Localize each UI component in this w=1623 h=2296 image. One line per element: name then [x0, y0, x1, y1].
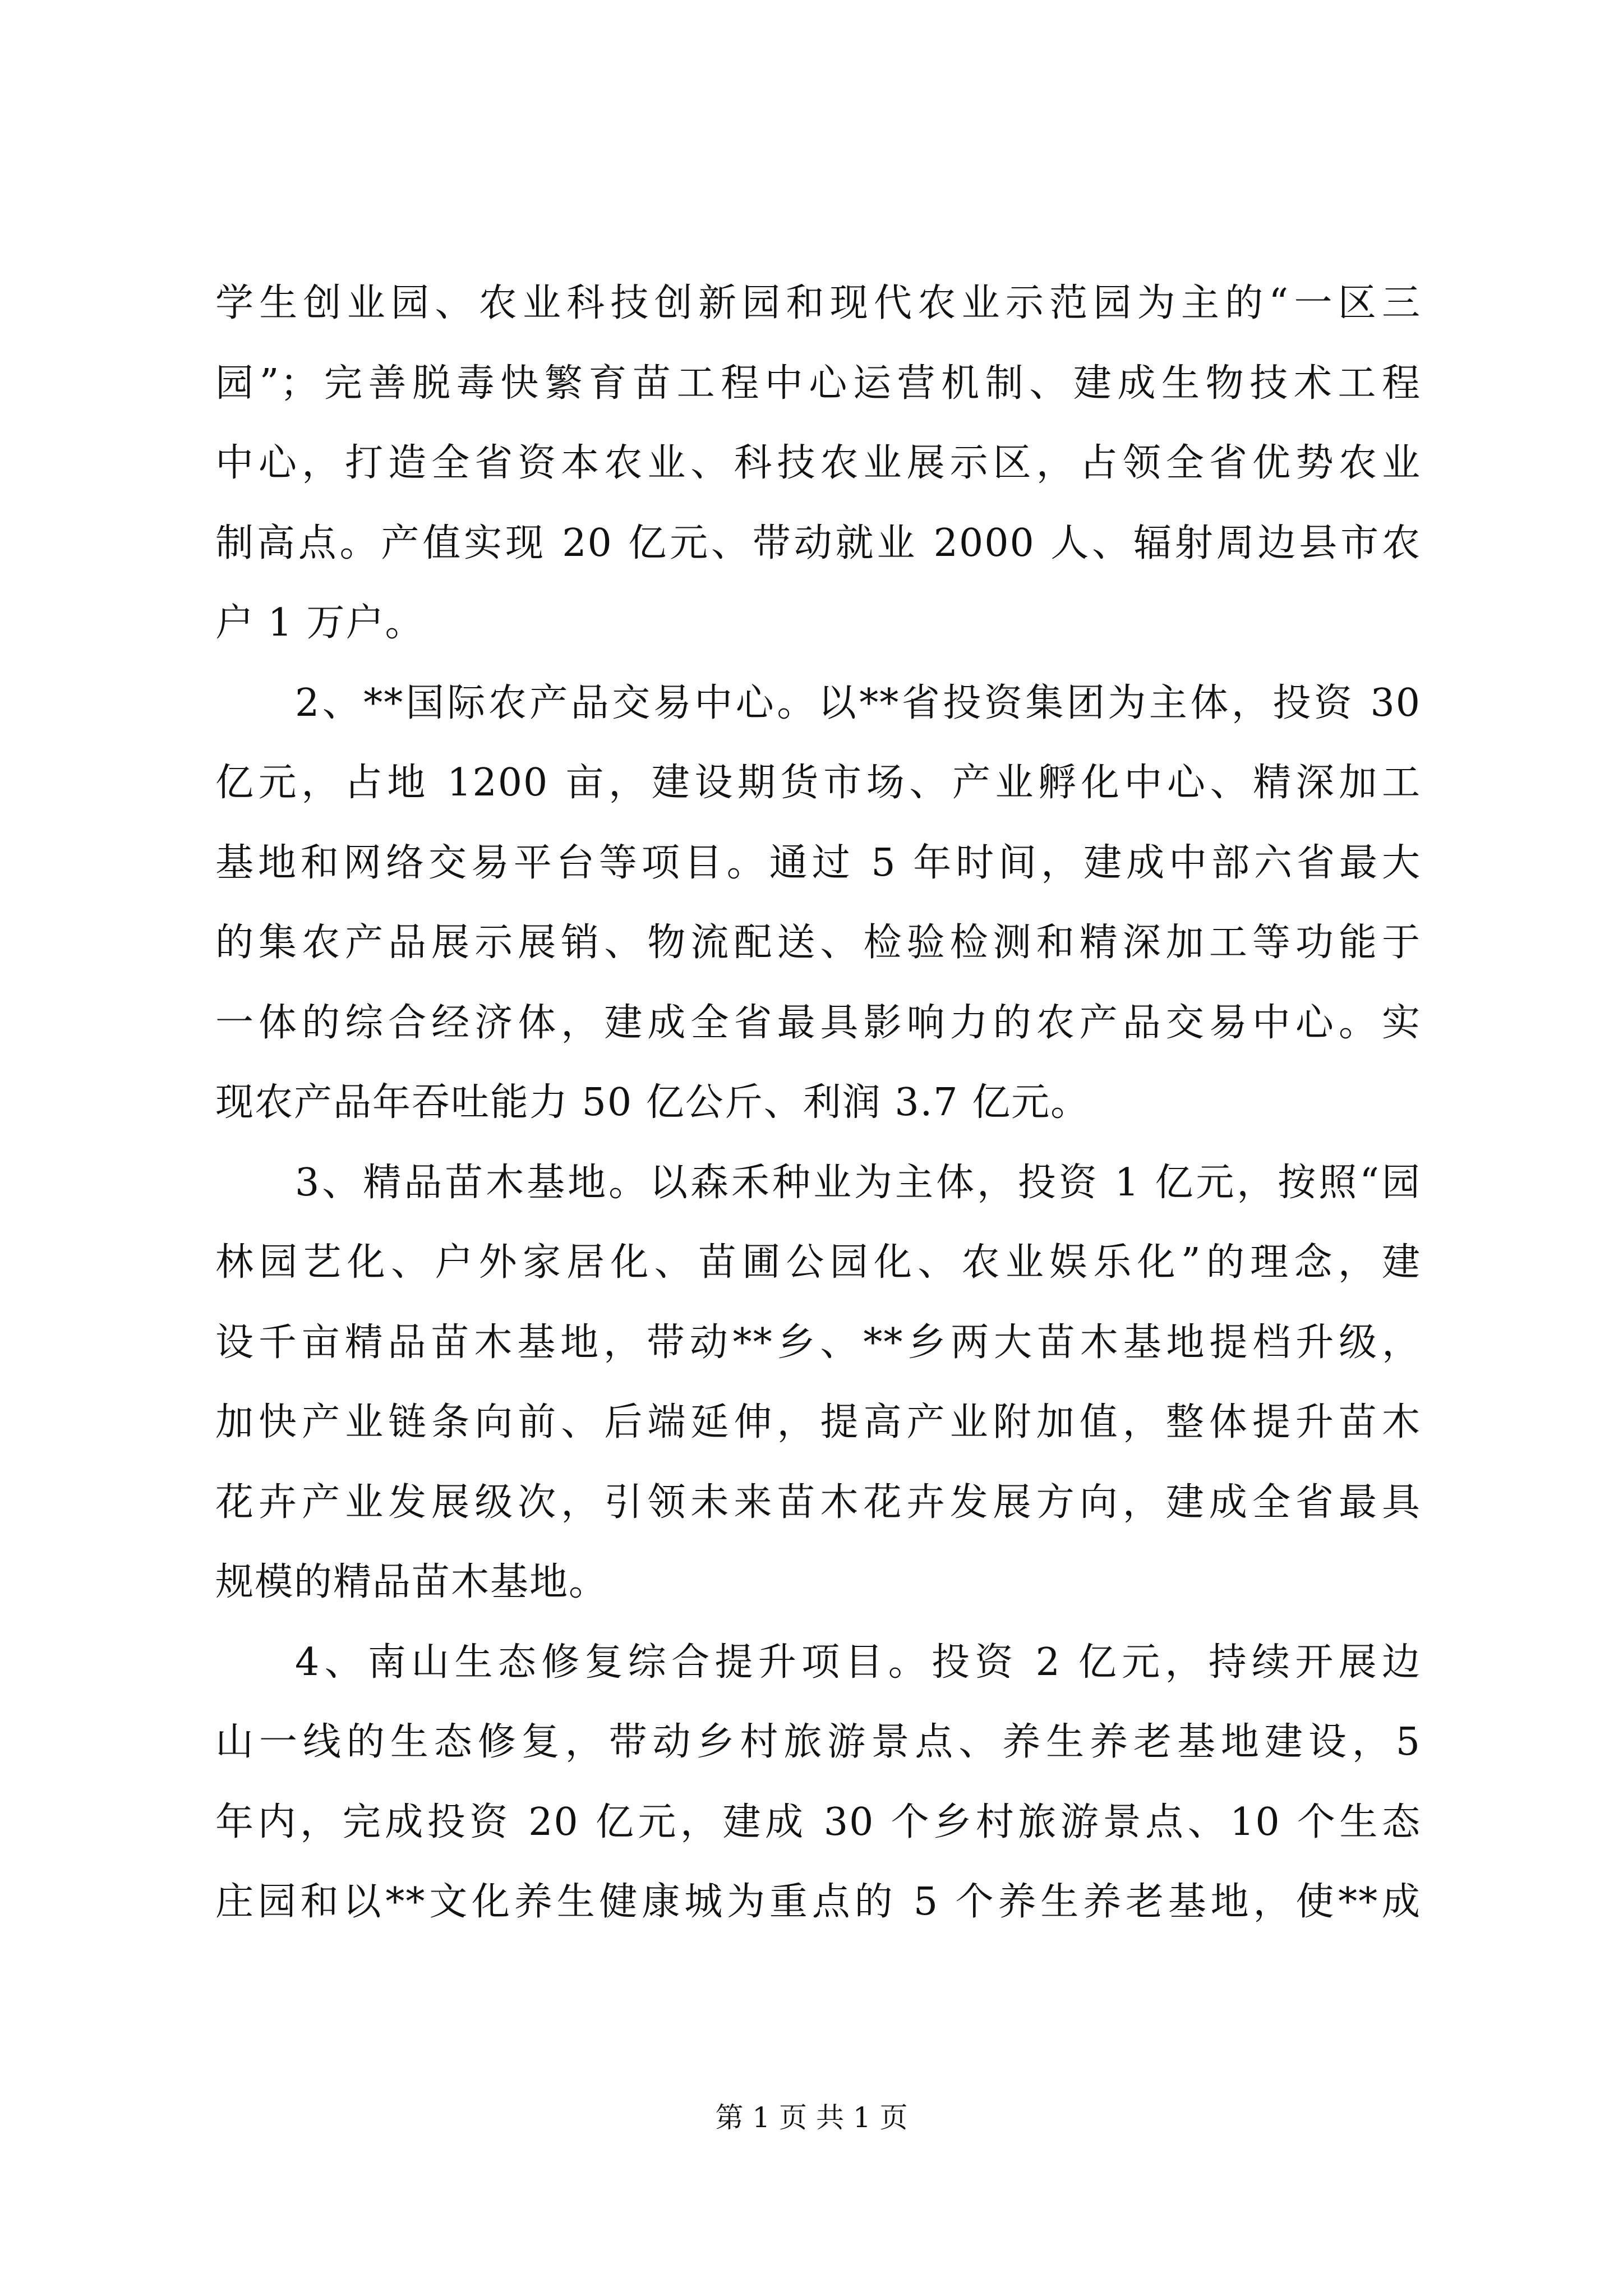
text-line: 庄园和以**文化养生健康城为重点的 5 个养生养老基地，使**成 [215, 1880, 1421, 1924]
text-line: 3、精品苗木基地。以森禾种业为主体，投资 1 亿元，按照“园 [295, 1160, 1421, 1205]
text-line: 亿元，占地 1200 亩，建设期货市场、产业孵化中心、精深加工 [215, 761, 1421, 805]
document-body [215, 264, 1421, 1943]
text-line: 基地和网络交易平台等项目。通过 5 年时间，建成中部六省最大 [215, 840, 1421, 885]
text-line: 学生创业园、农业科技创新园和现代农业示范园为主的“一区三 [215, 281, 1421, 325]
text-line: 规模的精品苗木基地。 [215, 1560, 608, 1604]
text-line: 花卉产业发展级次，引领未来苗木花卉发展方向，建成全省最具 [215, 1480, 1421, 1525]
text-line: 加快产业链条向前、后端延伸，提高产业附加值，整体提升苗木 [215, 1400, 1421, 1444]
text-line: 林园艺化、户外家居化、苗圃公园化、农业娱乐化”的理念，建 [215, 1240, 1421, 1285]
text-line: 年内，完成投资 20 亿元，建成 30 个乡村旅游景点、10 个生态 [215, 1800, 1421, 1844]
page-number-footer: 第 1 页 共 1 页 [715, 2101, 908, 2134]
text-line: 制高点。产值实现 20 亿元、带动就业 2000 人、辐射周边县市农 [215, 521, 1421, 565]
text-line: 户 1 万户。 [215, 601, 425, 645]
text-line: 山一线的生态修复，带动乡村旅游景点、养生养老基地建设，5 [215, 1720, 1421, 1764]
text-line: 园”；完善脱毒快繁育苗工程中心运营机制、建成生物技术工程 [215, 361, 1421, 406]
text-line: 设千亩精品苗木基地，带动**乡、**乡两大苗木基地提档升级， [215, 1320, 1421, 1365]
text-line: 现农产品年吞吐能力 50 亿公斤、利润 3.7 亿元。 [215, 1080, 1090, 1125]
text-line: 中心，打造全省资本农业、科技农业展示区，占领全省优势农业 [215, 441, 1421, 485]
text-line: 2、**国际农产品交易中心。以**省投资集团为主体，投资 30 [295, 680, 1421, 725]
text-line: 4、南山生态修复综合提升项目。投资 2 亿元，持续开展边 [295, 1640, 1421, 1685]
text-line: 一体的综合经济体，建成全省最具影响力的农产品交易中心。实 [215, 1000, 1421, 1045]
text-line: 的集农产品展示展销、物流配送、检验检测和精深加工等功能于 [215, 921, 1421, 965]
